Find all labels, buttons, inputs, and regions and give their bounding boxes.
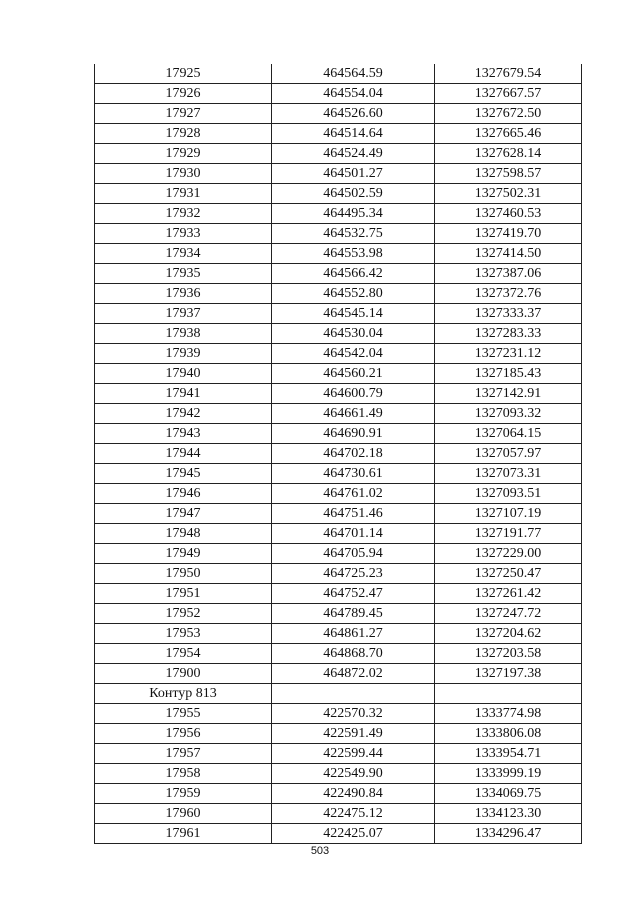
page-number: 503 (310, 845, 330, 857)
x-coordinate-cell: 464690.91 (272, 424, 435, 444)
table-row (95, 724, 582, 744)
y-coordinate-cell: 1327665.46 (435, 124, 582, 144)
point-number-cell: 17938 (95, 324, 272, 344)
empty-cell (272, 684, 435, 704)
x-coordinate-cell: 422475.12 (272, 804, 435, 824)
y-coordinate-cell: 1327142.91 (435, 384, 582, 404)
y-coordinate-cell: 1327203.58 (435, 644, 582, 664)
y-coordinate-cell: 1334069.75 (435, 784, 582, 804)
y-coordinate-cell: 1327672.50 (435, 104, 582, 124)
y-coordinate-cell: 1327073.31 (435, 464, 582, 484)
y-coordinate-cell: 1327667.57 (435, 84, 582, 104)
point-number-cell: 17937 (95, 304, 272, 324)
table-row (95, 664, 582, 684)
x-coordinate-cell: 464564.59 (272, 64, 435, 84)
y-coordinate-cell: 1327250.47 (435, 564, 582, 584)
point-number-cell: 17955 (95, 704, 272, 724)
x-coordinate-cell: 464532.75 (272, 224, 435, 244)
point-number-cell: 17953 (95, 624, 272, 644)
y-coordinate-cell: 1327414.50 (435, 244, 582, 264)
y-coordinate-cell: 1327460.53 (435, 204, 582, 224)
table-row (95, 424, 582, 444)
point-number-cell: 17949 (95, 544, 272, 564)
point-number-cell: 17958 (95, 764, 272, 784)
y-coordinate-cell: 1327204.62 (435, 624, 582, 644)
x-coordinate-cell: 464553.98 (272, 244, 435, 264)
x-coordinate-cell: 464524.49 (272, 144, 435, 164)
x-coordinate-cell: 464502.59 (272, 184, 435, 204)
x-coordinate-cell: 422591.49 (272, 724, 435, 744)
point-number-cell: 17959 (95, 784, 272, 804)
table-row (95, 364, 582, 384)
x-coordinate-cell: 464600.79 (272, 384, 435, 404)
x-coordinate-cell: 464530.04 (272, 324, 435, 344)
point-number-cell: 17945 (95, 464, 272, 484)
y-coordinate-cell: 1327093.51 (435, 484, 582, 504)
x-coordinate-cell: 464552.80 (272, 284, 435, 304)
x-coordinate-cell: 464752.47 (272, 584, 435, 604)
point-number-cell: 17934 (95, 244, 272, 264)
point-number-cell: 17951 (95, 584, 272, 604)
x-coordinate-cell: 464701.14 (272, 524, 435, 544)
table-row (95, 384, 582, 404)
table-row (95, 164, 582, 184)
y-coordinate-cell: 1327247.72 (435, 604, 582, 624)
table-row (95, 624, 582, 644)
x-coordinate-cell: 464514.64 (272, 124, 435, 144)
y-coordinate-cell: 1327419.70 (435, 224, 582, 244)
point-number-cell: 17947 (95, 504, 272, 524)
y-coordinate-cell: 1327191.77 (435, 524, 582, 544)
y-coordinate-cell: 1327372.76 (435, 284, 582, 304)
y-coordinate-cell: 1334123.30 (435, 804, 582, 824)
y-coordinate-cell: 1327283.33 (435, 324, 582, 344)
x-coordinate-cell: 464501.27 (272, 164, 435, 184)
coordinates-table (94, 64, 582, 844)
table-row (95, 784, 582, 804)
y-coordinate-cell: 1327231.12 (435, 344, 582, 364)
x-coordinate-cell: 464661.49 (272, 404, 435, 424)
coordinates-table-body (95, 64, 582, 844)
x-coordinate-cell: 464872.02 (272, 664, 435, 684)
point-number-cell: 17961 (95, 824, 272, 844)
table-row (95, 644, 582, 664)
x-coordinate-cell: 422570.32 (272, 704, 435, 724)
table-row (95, 704, 582, 724)
point-number-cell: 17944 (95, 444, 272, 464)
table-row (95, 224, 582, 244)
y-coordinate-cell: 1327093.32 (435, 404, 582, 424)
empty-cell (435, 684, 582, 704)
table-row (95, 404, 582, 424)
y-coordinate-cell: 1327679.54 (435, 64, 582, 84)
x-coordinate-cell: 422549.90 (272, 764, 435, 784)
point-number-cell: 17941 (95, 384, 272, 404)
table-row (95, 204, 582, 224)
point-number-cell: 17927 (95, 104, 272, 124)
point-number-cell: 17932 (95, 204, 272, 224)
point-number-cell: 17956 (95, 724, 272, 744)
table-row (95, 124, 582, 144)
table-row (95, 744, 582, 764)
x-coordinate-cell: 464861.27 (272, 624, 435, 644)
x-coordinate-cell: 464495.34 (272, 204, 435, 224)
x-coordinate-cell: 464554.04 (272, 84, 435, 104)
x-coordinate-cell: 464560.21 (272, 364, 435, 384)
point-number-cell: 17933 (95, 224, 272, 244)
point-number-cell: 17926 (95, 84, 272, 104)
y-coordinate-cell: 1327107.19 (435, 504, 582, 524)
point-number-cell: 17952 (95, 604, 272, 624)
point-number-cell: 17935 (95, 264, 272, 284)
y-coordinate-cell: 1327628.14 (435, 144, 582, 164)
point-number-cell: 17943 (95, 424, 272, 444)
y-coordinate-cell: 1327333.37 (435, 304, 582, 324)
x-coordinate-cell: 464761.02 (272, 484, 435, 504)
point-number-cell: 17929 (95, 144, 272, 164)
table-row (95, 264, 582, 284)
table-row (95, 564, 582, 584)
x-coordinate-cell: 464725.23 (272, 564, 435, 584)
table-row (95, 284, 582, 304)
x-coordinate-cell: 464702.18 (272, 444, 435, 464)
point-number-cell: 17948 (95, 524, 272, 544)
point-number-cell: 17931 (95, 184, 272, 204)
point-number-cell: 17930 (95, 164, 272, 184)
y-coordinate-cell: 1333954.71 (435, 744, 582, 764)
x-coordinate-cell: 464545.14 (272, 304, 435, 324)
x-coordinate-cell: 464789.45 (272, 604, 435, 624)
y-coordinate-cell: 1334296.47 (435, 824, 582, 844)
table-row (95, 604, 582, 624)
contour-label: Контур 813 (95, 684, 272, 704)
x-coordinate-cell: 464566.42 (272, 264, 435, 284)
table-row (95, 504, 582, 524)
point-number-cell: 17928 (95, 124, 272, 144)
y-coordinate-cell: 1333774.98 (435, 704, 582, 724)
table-row (95, 84, 582, 104)
point-number-cell: 17957 (95, 744, 272, 764)
point-number-cell: 17942 (95, 404, 272, 424)
point-number-cell: 17950 (95, 564, 272, 584)
y-coordinate-cell: 1327261.42 (435, 584, 582, 604)
y-coordinate-cell: 1327229.00 (435, 544, 582, 564)
x-coordinate-cell: 464751.46 (272, 504, 435, 524)
table-row (95, 824, 582, 844)
y-coordinate-cell: 1327064.15 (435, 424, 582, 444)
point-number-cell: 17960 (95, 804, 272, 824)
x-coordinate-cell: 464542.04 (272, 344, 435, 364)
y-coordinate-cell: 1327185.43 (435, 364, 582, 384)
x-coordinate-cell: 464526.60 (272, 104, 435, 124)
x-coordinate-cell: 422599.44 (272, 744, 435, 764)
y-coordinate-cell: 1327387.06 (435, 264, 582, 284)
table-row (95, 184, 582, 204)
x-coordinate-cell: 422490.84 (272, 784, 435, 804)
table-row (95, 464, 582, 484)
point-number-cell: 17900 (95, 664, 272, 684)
point-number-cell: 17940 (95, 364, 272, 384)
table-row (95, 244, 582, 264)
table-row (95, 584, 582, 604)
table-row (95, 144, 582, 164)
y-coordinate-cell: 1327598.57 (435, 164, 582, 184)
x-coordinate-cell: 464730.61 (272, 464, 435, 484)
y-coordinate-cell: 1327057.97 (435, 444, 582, 464)
point-number-cell: 17954 (95, 644, 272, 664)
table-row (95, 304, 582, 324)
table-row (95, 64, 582, 84)
y-coordinate-cell: 1327502.31 (435, 184, 582, 204)
point-number-cell: 17936 (95, 284, 272, 304)
x-coordinate-cell: 464868.70 (272, 644, 435, 664)
x-coordinate-cell: 422425.07 (272, 824, 435, 844)
point-number-cell: 17925 (95, 64, 272, 84)
contour-header-row (95, 684, 582, 704)
table-row (95, 524, 582, 544)
table-row (95, 104, 582, 124)
y-coordinate-cell: 1333999.19 (435, 764, 582, 784)
y-coordinate-cell: 1327197.38 (435, 664, 582, 684)
y-coordinate-cell: 1333806.08 (435, 724, 582, 744)
table-row (95, 804, 582, 824)
point-number-cell: 17939 (95, 344, 272, 364)
table-row (95, 444, 582, 464)
table-row (95, 484, 582, 504)
table-row (95, 324, 582, 344)
table-row (95, 764, 582, 784)
x-coordinate-cell: 464705.94 (272, 544, 435, 564)
table-row (95, 544, 582, 564)
table-row (95, 344, 582, 364)
point-number-cell: 17946 (95, 484, 272, 504)
coordinates-sheet (94, 64, 578, 844)
